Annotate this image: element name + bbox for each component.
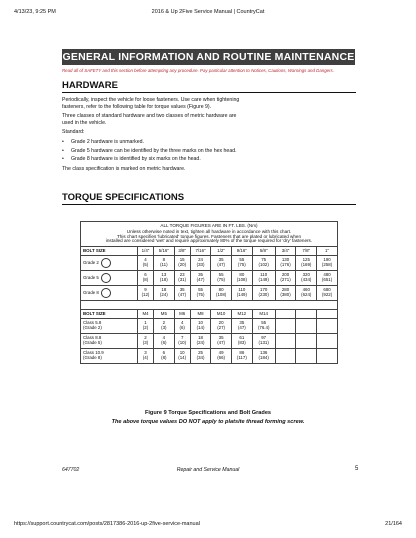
torque-nm: (10)	[178, 340, 187, 346]
torque-row	[81, 334, 338, 349]
bolt-size-label: BOLT SIZE	[81, 310, 138, 319]
empty-cell	[296, 334, 317, 349]
empty-cell	[275, 310, 296, 319]
torque-nm: (34)	[196, 355, 205, 361]
bolt-size-cell: M6	[174, 310, 190, 319]
grade-8-note: • Grade 8 hardware is identified by six marks on the head.	[62, 156, 240, 163]
grade-2-note: • Grade 2 hardware is unmarked.	[62, 139, 240, 146]
empty-cell	[275, 334, 296, 349]
torque-ftlb: 20	[218, 320, 224, 326]
torque-nm: (230)	[258, 292, 269, 298]
torque-nm: (434)	[301, 277, 312, 283]
print-datetime: 4/13/23, 9:25 PM	[14, 9, 56, 15]
torque-nm: (108)	[215, 292, 227, 298]
torque-value-cell	[154, 271, 174, 286]
table-spacer	[81, 301, 338, 310]
torque-ftlb: 80	[239, 272, 245, 278]
torque-value-cell	[252, 349, 275, 364]
torque-ftlb: 125	[302, 257, 310, 263]
torque-ftlb: 13	[161, 272, 167, 278]
torque-value-cell	[231, 334, 252, 349]
grade-5-note: • Grade 5 hardware can be identified by the three marks on the hex head.	[62, 148, 240, 155]
torque-ftlb: 130	[281, 257, 290, 263]
torque-ftlb: 4	[162, 335, 166, 341]
torque-value-cell	[211, 256, 232, 271]
torque-value-cell	[231, 271, 252, 286]
torque-nm: (47)	[178, 292, 187, 298]
torque-value-cell	[154, 319, 174, 334]
torque-value-cell	[211, 319, 232, 334]
torque-nm: (24)	[159, 292, 168, 298]
metric-bolt-size-row	[81, 310, 338, 319]
grade-cell	[81, 319, 138, 334]
torque-value-cell	[231, 349, 252, 364]
grade-cell	[81, 286, 138, 301]
torque-ftlb: 55	[261, 320, 267, 326]
bolt-size-cell: M14	[252, 310, 275, 319]
torque-value-cell	[275, 256, 296, 271]
torque-ftlb: 4	[144, 257, 147, 263]
torque-nm: (20)	[178, 262, 187, 268]
torque-value-cell	[190, 334, 210, 349]
torque-value-cell	[275, 286, 296, 301]
bolt-size-cell: 1/2"	[211, 247, 232, 256]
torque-nm: (624)	[301, 292, 312, 298]
torque-value-cell	[275, 271, 296, 286]
torque-units-title: ALL TORQUE FIGURES ARE IN FT. LBS. (Nm)	[160, 223, 258, 228]
document-number: 647702	[62, 467, 80, 473]
torque-value-cell	[137, 334, 153, 349]
empty-cell	[296, 310, 317, 319]
torque-ftlb: 136	[260, 350, 268, 356]
torque-ftlb: 110	[238, 287, 246, 293]
torque-nm: (108)	[236, 277, 247, 283]
torque-ftlb: 35	[198, 272, 203, 278]
page-url: https://support.countrycat.com/posts/2817386-2016-up-2five-service-manual	[14, 521, 200, 527]
torque-ftlb: 24	[198, 257, 203, 263]
torque-ftlb: 61	[239, 335, 245, 341]
torque-value-cell	[296, 271, 317, 286]
torque-nm: (169)	[301, 262, 312, 268]
bolt-size-cell: 7/16"	[190, 247, 210, 256]
torque-nm: (380)	[280, 292, 291, 298]
torque-value-cell	[137, 319, 153, 334]
torque-row	[81, 286, 338, 301]
torque-nm: (76.4)	[257, 325, 270, 331]
torque-nm: (24)	[196, 340, 205, 346]
torque-ftlb: 23	[179, 272, 185, 278]
torque-ftlb: 97	[261, 335, 267, 341]
bolt-size-cell: 3/4"	[275, 247, 296, 256]
torque-ftlb: 80	[218, 287, 224, 293]
torque-nm: (47)	[217, 340, 226, 346]
grade-cell	[81, 271, 138, 286]
bolt-size-cell: M4	[137, 310, 153, 319]
hardware-paragraph-1: Periodically, inspect the vehicle for loose fasteners. Use care when tightening fasteners, refer to the following table for torque values (Figure 9).	[62, 97, 240, 110]
torque-ftlb: 9	[144, 287, 147, 293]
hardware-paragraph-2: Three classes of standard hardware and two classes of metric hardware are used in the vehicle.	[62, 113, 237, 126]
torque-row	[81, 271, 338, 286]
torque-value-cell	[174, 334, 190, 349]
torque-ftlb: 4	[180, 320, 184, 326]
torque-nm: (5)	[142, 262, 149, 268]
torque-ftlb: 15	[179, 257, 185, 263]
safety-warning: Read all of SAFETY and this section before attempting any procedure. Pay particular attention to Notices, Cautions, Warnings and Dangers.	[62, 68, 334, 73]
torque-value-cell	[317, 286, 338, 301]
torque-nm: (651)	[321, 277, 333, 283]
torque-ftlb: 200	[281, 272, 290, 278]
torque-ftlb: 7	[180, 335, 184, 341]
torque-nm: (75)	[217, 277, 226, 283]
grade-name: Grade 2	[83, 260, 99, 266]
torque-nm: (6)	[161, 340, 167, 346]
torque-nm: (6)	[179, 325, 185, 331]
torque-row	[81, 349, 338, 364]
manual-title-footer: Repair and Service Manual	[176, 467, 240, 473]
torque-value-cell	[211, 271, 232, 286]
torque-nm: (176)	[280, 262, 291, 268]
torque-value-cell	[252, 256, 275, 271]
torque-ftlb: 25	[198, 350, 203, 356]
torque-ftlb: 35	[239, 320, 245, 326]
torque-value-cell	[231, 256, 252, 271]
torque-value-cell	[211, 286, 232, 301]
torque-ftlb: 55	[198, 287, 203, 293]
grade-name: Class 10.9	[83, 350, 104, 356]
torque-ftlb: 280	[281, 287, 290, 293]
grade-cell	[81, 334, 138, 349]
hardware-metric-note: The class specification is marked on metric hardware.	[62, 165, 186, 172]
torque-nm: (271)	[280, 277, 291, 283]
torque-nm: (117)	[236, 355, 247, 361]
torque-note-3: installed are considered 'wet' and require approximately 80% of the torque required for 'dry' fasteners.	[105, 238, 313, 244]
torque-value-cell	[154, 349, 174, 364]
torque-ftlb: 8	[162, 257, 166, 263]
torque-nm: (149)	[258, 277, 269, 283]
torque-ftlb: 110	[260, 272, 268, 278]
grade-name: Grade 5	[83, 275, 99, 281]
torque-ftlb: 49	[218, 350, 224, 356]
standard-bolt-size-row	[81, 247, 338, 256]
torque-nm: (14)	[178, 355, 187, 361]
grade-equivalent: (Grade 2)	[83, 325, 102, 331]
torque-nm: (66)	[217, 355, 226, 361]
torque-row	[81, 319, 338, 334]
hardware-grade-list	[62, 139, 240, 163]
figure-note: The above torque values DO NOT apply to platsite thread forming screw.	[111, 419, 305, 425]
torque-value-cell	[252, 286, 275, 301]
torque-nm: (184)	[258, 355, 269, 361]
torque-nm: (14)	[196, 325, 205, 331]
torque-value-cell	[137, 349, 153, 364]
bolt-size-cell: 5/16"	[154, 247, 174, 256]
torque-nm: (75)	[237, 262, 246, 268]
torque-ftlb: 35	[218, 257, 224, 263]
torque-ftlb: 18	[161, 287, 167, 293]
torque-value-cell	[154, 286, 174, 301]
bolt-head-icon	[101, 273, 111, 283]
torque-nm: (27)	[217, 325, 226, 331]
torque-value-cell	[211, 349, 232, 364]
torque-nm: (922)	[321, 292, 333, 298]
bolt-size-cell: 1/4"	[137, 247, 153, 256]
torque-value-cell	[137, 256, 153, 271]
torque-value-cell	[174, 286, 190, 301]
figure-caption: Figure 9 Torque Specifications and Bolt Grades	[144, 410, 272, 416]
torque-value-cell	[296, 256, 317, 271]
bolt-head-icon	[101, 288, 111, 298]
torque-ftlb: 75	[261, 257, 267, 263]
torque-value-cell	[211, 334, 232, 349]
torque-ftlb: 55	[239, 257, 245, 263]
grade-equivalent: (Grade 5)	[83, 340, 102, 346]
torque-value-cell	[190, 349, 210, 364]
torque-value-cell	[252, 334, 275, 349]
torque-value-cell	[252, 271, 275, 286]
empty-cell	[275, 319, 296, 334]
torque-ftlb: 680	[323, 287, 331, 293]
grade-name: Class 8.8	[83, 335, 102, 341]
torque-ftlb: 190	[323, 257, 331, 263]
torque-ftlb: 6	[144, 272, 147, 278]
torque-nm: (47)	[196, 277, 205, 283]
grade-cell	[81, 256, 138, 271]
hardware-standard-label: Standard:	[62, 129, 85, 136]
torque-ftlb: 170	[260, 287, 268, 293]
hardware-heading: HARDWARE	[62, 80, 118, 91]
torque-value-cell	[137, 271, 153, 286]
hardware-body	[62, 97, 240, 175]
empty-cell	[317, 319, 338, 334]
torque-heading-rule	[62, 204, 356, 205]
torque-value-cell	[252, 319, 275, 334]
torque-nm: (31)	[178, 277, 187, 283]
torque-ftlb: 10	[179, 350, 185, 356]
torque-ftlb: 35	[179, 287, 185, 293]
torque-nm: (8)	[161, 355, 167, 361]
torque-ftlb: 320	[302, 272, 310, 278]
torque-ftlb: 460	[302, 287, 310, 293]
torque-value-cell	[190, 286, 210, 301]
torque-value-cell	[190, 319, 210, 334]
grade-cell	[81, 349, 138, 364]
torque-nm: (83)	[237, 340, 246, 346]
torque-nm: (33)	[196, 262, 205, 268]
torque-nm: (75)	[196, 292, 205, 298]
torque-nm: (2)	[142, 325, 149, 331]
bolt-size-cell: 5/8"	[252, 247, 275, 256]
torque-table	[80, 221, 338, 364]
torque-row	[81, 256, 338, 271]
torque-value-cell	[174, 319, 190, 334]
grade-name: Grade 8	[83, 290, 99, 296]
torque-nm: (8)	[142, 277, 149, 283]
torque-nm: (47)	[217, 262, 226, 268]
torque-value-cell	[231, 319, 252, 334]
torque-value-cell	[190, 256, 210, 271]
torque-nm: (47)	[237, 325, 246, 331]
bolt-size-cell: M5	[154, 310, 174, 319]
torque-nm: (18)	[159, 277, 168, 283]
empty-cell	[317, 349, 338, 364]
torque-ftlb: 55	[218, 272, 224, 278]
torque-nm: (3)	[142, 340, 149, 346]
print-page-title: 2016 & Up 2Five Service Manual | CountryCat	[151, 9, 265, 15]
page-number: 5	[355, 466, 359, 472]
spacer-cell	[81, 301, 338, 310]
bolt-size-cell: M8	[190, 310, 210, 319]
section-banner: GENERAL INFORMATION AND ROUTINE MAINTENANCE	[62, 51, 355, 63]
torque-nm: (258)	[321, 262, 333, 268]
bolt-size-label: BOLT SIZE	[81, 247, 138, 256]
torque-nm: (12)	[141, 292, 150, 298]
torque-value-cell	[317, 256, 338, 271]
torque-nm: (11)	[160, 262, 168, 268]
empty-cell	[317, 334, 338, 349]
torque-nm: (4)	[142, 355, 149, 361]
torque-value-cell	[296, 286, 317, 301]
torque-ftlb: 3	[144, 350, 147, 356]
torque-value-cell	[174, 349, 190, 364]
torque-ftlb: 6	[162, 350, 166, 356]
bolt-size-cell: 9/16"	[231, 247, 252, 256]
torque-ftlb: 1	[144, 320, 147, 326]
torque-ftlb: 2	[162, 320, 166, 326]
bolt-size-cell: M10	[211, 310, 232, 319]
bolt-size-cell: 1"	[317, 247, 338, 256]
torque-nm: (3)	[161, 325, 167, 331]
torque-ftlb: 86	[239, 350, 245, 356]
bolt-head-icon	[101, 258, 111, 268]
torque-note-1: Unless otherwise noted in text, tighten all hardware in accordance with this chart.	[126, 228, 292, 234]
grade-name: Class 5.8	[83, 320, 102, 326]
torque-ftlb: 480	[323, 272, 331, 278]
torque-value-cell	[317, 271, 338, 286]
torque-table-header	[81, 222, 338, 247]
grade-equivalent: (Grade 8)	[83, 355, 102, 361]
torque-ftlb: 35	[218, 335, 224, 341]
empty-cell	[317, 310, 338, 319]
torque-value-cell	[154, 334, 174, 349]
print-page-count: 21/164	[385, 521, 402, 527]
torque-nm: (131)	[258, 340, 269, 346]
torque-value-cell	[174, 256, 190, 271]
torque-ftlb: 2	[144, 335, 147, 341]
torque-nm: (102)	[258, 262, 269, 268]
torque-value-cell	[190, 271, 210, 286]
torque-value-cell	[174, 271, 190, 286]
bolt-size-cell: 7/8"	[296, 247, 317, 256]
torque-ftlb: 18	[198, 335, 203, 341]
empty-cell	[275, 349, 296, 364]
torque-value-cell	[154, 256, 174, 271]
torque-ftlb: 10	[198, 320, 203, 326]
hardware-heading-rule	[62, 92, 356, 93]
bolt-size-cell: M12	[231, 310, 252, 319]
empty-cell	[296, 349, 317, 364]
bolt-size-cell: 3/8"	[174, 247, 190, 256]
torque-note-2: This chart specifies 'lubricated' torque figures. Fasteners that are plated or lubricated when	[116, 233, 302, 239]
empty-cell	[296, 319, 317, 334]
torque-value-cell	[231, 286, 252, 301]
torque-nm: (149)	[236, 292, 247, 298]
torque-heading: TORQUE SPECIFICATIONS	[62, 192, 185, 203]
torque-value-cell	[137, 286, 153, 301]
